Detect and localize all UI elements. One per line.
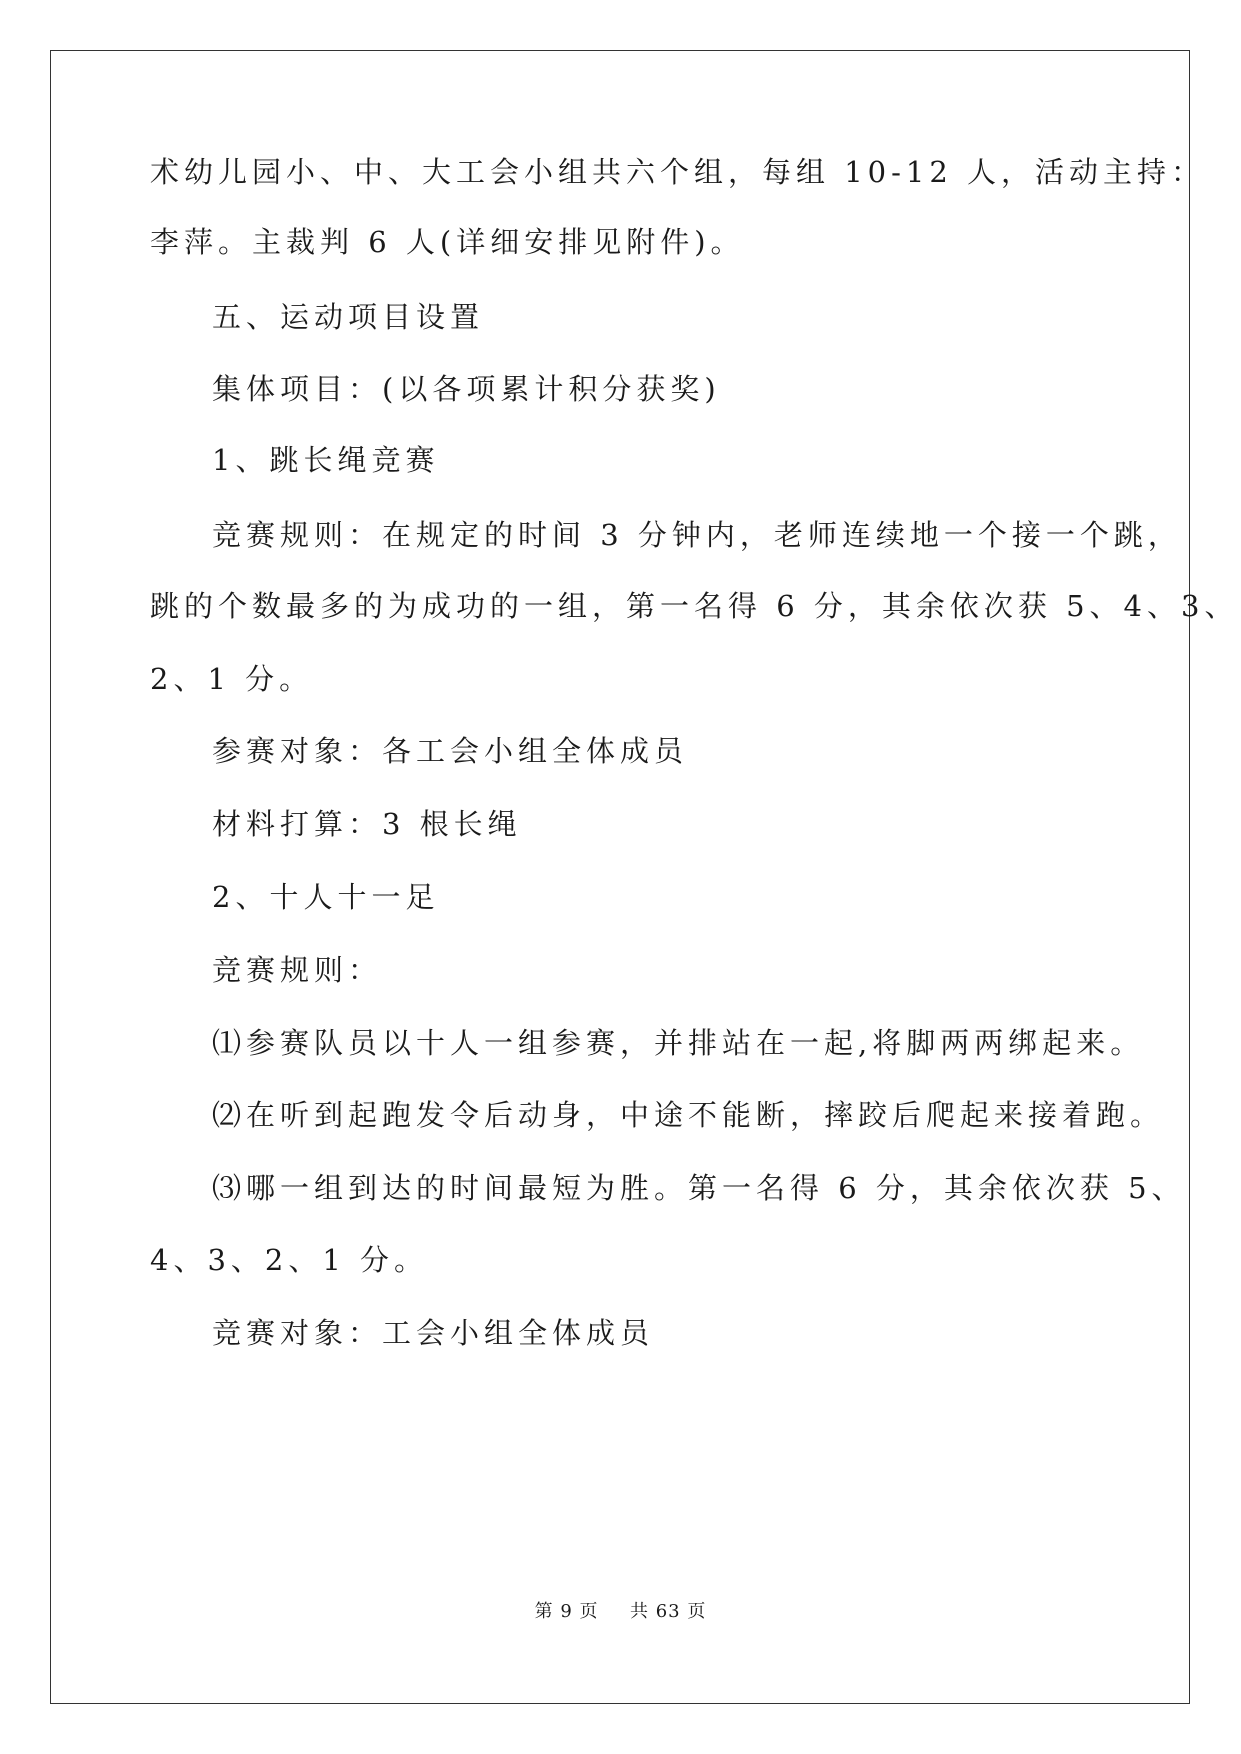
item-2-rule-1: ⑴参赛队员以十人一组参赛，并排站在一起,将脚两两绑起来。 [212,1026,1145,1060]
item-1-heading: 1、跳长绳竞赛 [212,443,440,477]
total-pages: 63 [655,1601,681,1622]
section-heading-5: 五、运动项目设置 [212,300,485,334]
body-line-2: 李萍。主裁判 6 人(详细安排见附件)。 [150,225,745,259]
item-1-rules-line-1: 竞赛规则：在规定的时间 3 分钟内，老师连续地一个接一个跳， [212,518,1182,552]
item-1-participants: 参赛对象：各工会小组全体成员 [212,734,689,768]
item-2-rules-label: 竞赛规则： [212,953,383,987]
collective-items-label: 集体项目：(以各项累计积分获奖) [212,372,721,406]
page-suffix: 页 [579,1601,599,1622]
item-1-rules-line-3: 2、1 分。 [150,662,314,696]
item-1-rules-line-2: 跳的个数最多的为成功的一组，第一名得 6 分，其余依次获 5、4、3、 [150,589,1239,623]
item-2-rule-3-line-1: ⑶哪一组到达的时间最短为胜。第一名得 6 分，其余依次获 5、 [212,1171,1186,1205]
item-2-rule-3-line-2: 4、3、2、1 分。 [150,1243,429,1277]
total-prefix: 共 [630,1601,649,1622]
page-prefix: 第 [534,1601,554,1622]
item-2-heading: 2、十人十一足 [212,880,440,914]
item-2-participants: 竞赛对象：工会小组全体成员 [212,1316,655,1350]
body-line-1: 术幼儿园小、中、大工会小组共六个组，每组 10-12 人，活动主持： [150,155,1206,189]
item-1-materials: 材料打算：3 根长绳 [212,807,522,841]
page-number: 9 [560,1601,573,1622]
item-2-rule-2: ⑵在听到起跑发令后动身，中途不能断，摔跤后爬起来接着跑。 [212,1098,1165,1132]
page-footer [0,1597,1241,1623]
total-suffix: 页 [687,1601,707,1622]
